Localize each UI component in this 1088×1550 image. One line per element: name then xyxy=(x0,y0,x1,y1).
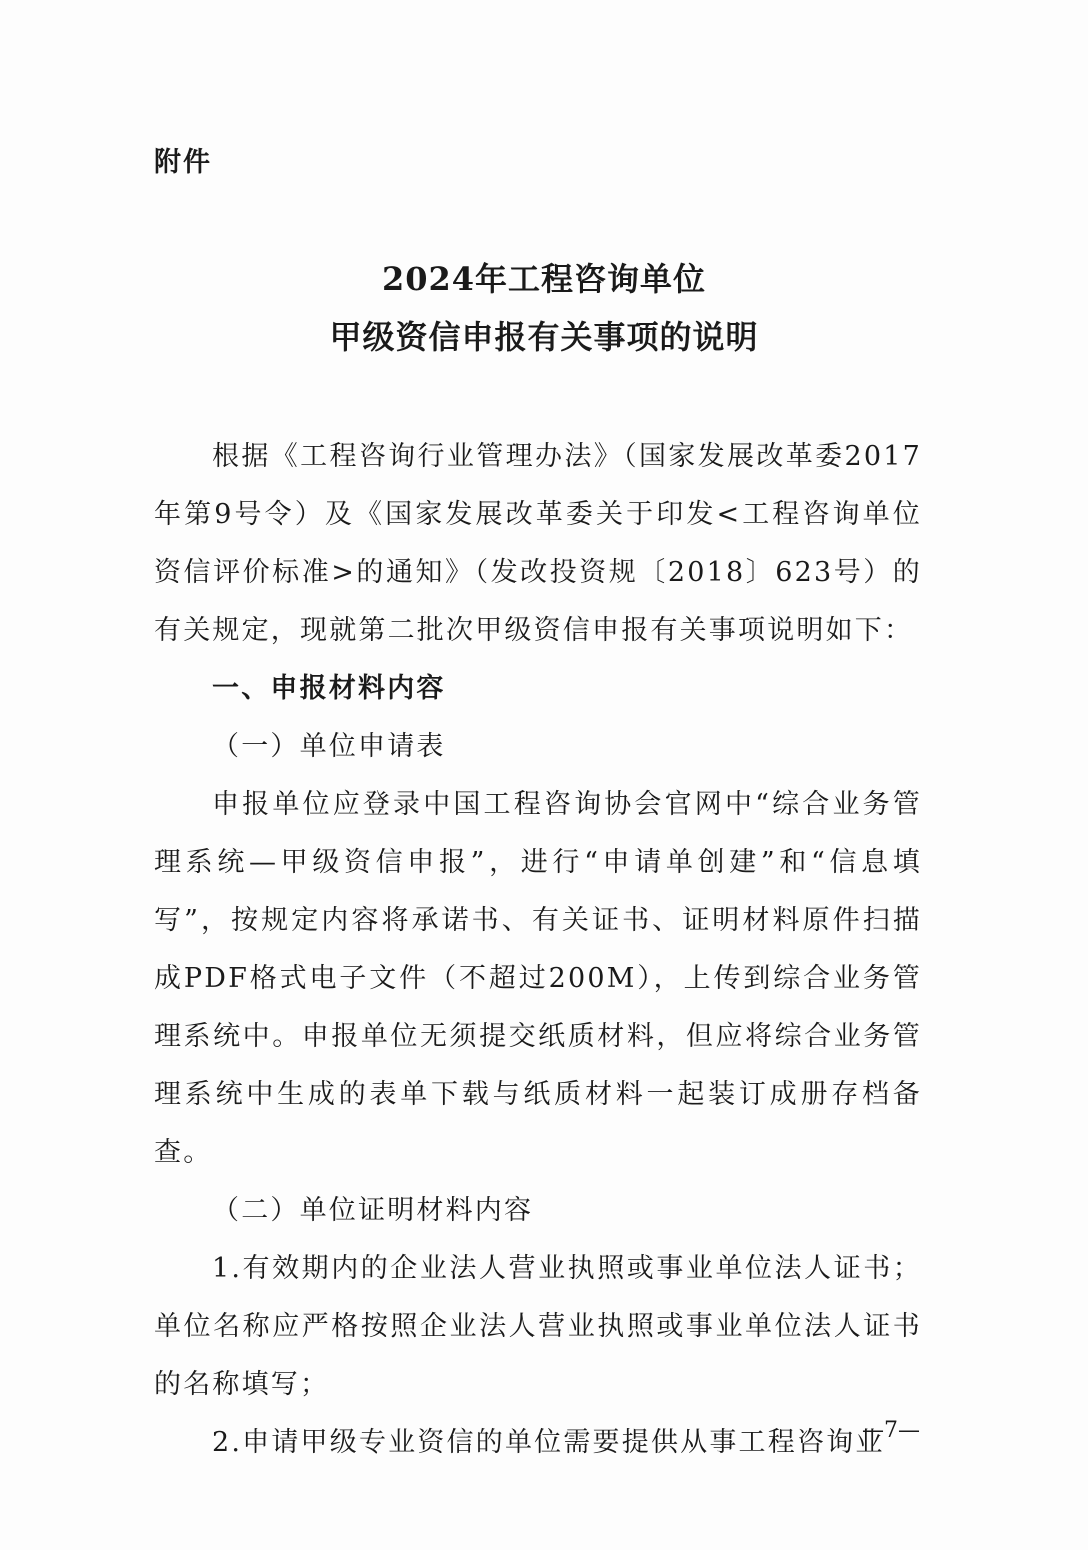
attachment-label: 附件 xyxy=(154,147,212,178)
page-number: —7— xyxy=(862,1418,920,1443)
application-form-paragraph: 申报单位应登录中国工程咨询协会官网中“综合业务管理系统—甲级资信申报”，进行“申请单创建”和“信息填写”，按规定内容将承诺书、有关证书、证明材料原件扫描成PDF格式电子文件（不超过200M），上传到综合业务管理系统中。申报单位无须提交纸质材料，但应将综合业务管理系统中生成的表单下载与纸质材料一起装订成册存档备查。 xyxy=(154,789,922,1168)
document-title-line-2: 甲级资信申报有关事项的说明 xyxy=(329,318,759,356)
intro-paragraph: 根据《工程咨询行业管理办法》（国家发展改革委2017年第9号令）及《国家发展改革委关于印发<工程咨询单位资信评价标准>的通知》（发改投资规〔2018〕623号）的有关规定，现就第二批次甲级资信申报有关事项说明如下： xyxy=(154,441,922,646)
subsection-heading-proof-materials: （二）单位证明材料内容 xyxy=(212,1195,534,1226)
subsection-heading-application-form: （一）单位申请表 xyxy=(212,731,446,762)
document-title-line-1: 2024年工程咨询单位 xyxy=(381,260,707,298)
proof-item-1: 1.有效期内的企业法人营业执照或事业单位法人证书；单位名称应严格按照企业法人营业执照或事业单位法人证书的名称填写； xyxy=(154,1253,922,1400)
section-heading-materials: 一、申报材料内容 xyxy=(212,673,446,704)
document-body xyxy=(154,428,922,1472)
proof-item-2: 2.申请甲级专业资信的单位需要提供从事工程咨询业 xyxy=(212,1427,885,1458)
